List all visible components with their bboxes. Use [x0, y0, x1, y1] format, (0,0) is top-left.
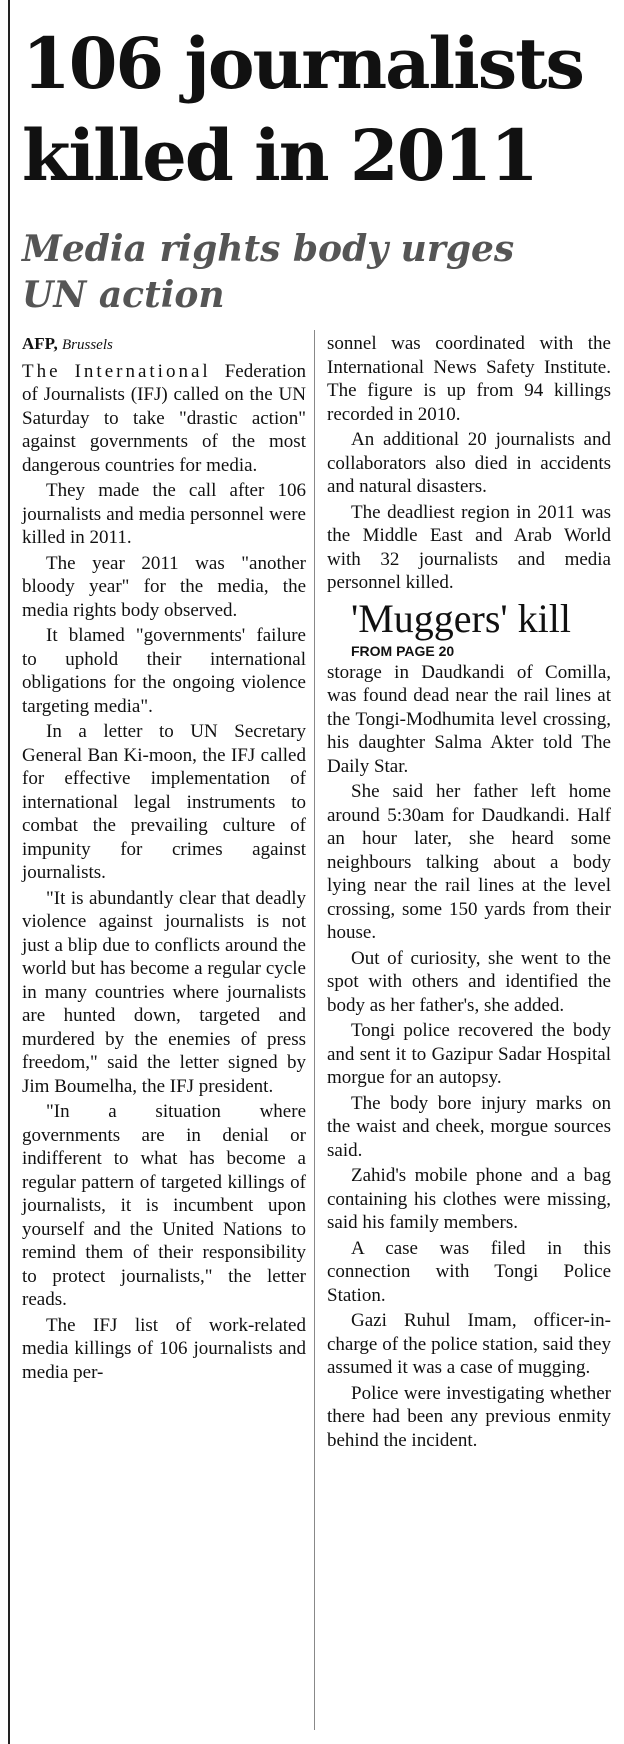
paragraph: "It is abundantly clear that deadly violence against journalists is not just a blip due to conflicts around the world but has become a regular cycle in many countries where journalists are hunted down, targeted and murdered by the enemies of press freedom," said the letter signed by Jim Boumelha, the IFJ president. [22, 887, 306, 1097]
paragraph: They made the call after 106 journalists and media personnel were killed in 2011. [22, 480, 306, 548]
paragraph: sonnel was coordinated with the International News Safety Institute. The figure is up from 94 killings recorded in 2010. [327, 333, 611, 425]
second-story-headline: 'Muggers' kill [351, 595, 571, 641]
from-page-label: FROM PAGE 20 [351, 642, 455, 659]
byline-city: Brussels [62, 337, 113, 353]
paragraph: Tongi police recovered the body and sent it to Gazipur Sadar Hospital morgue for an autopsy. [327, 1020, 611, 1088]
headline: 106 journalists killed in 2011 [22, 22, 583, 197]
paragraph: Zahid's mobile phone and a bag containing his clothes were missing, said his family members. [327, 1165, 611, 1233]
paragraph: The body bore injury marks on the waist and cheek, morgue sources said. [327, 1092, 611, 1161]
intro-rest: Federation of Journalists (IFJ) called on the UN Saturday to take "drastic action" against governments of the most dangerous countries for media. [22, 360, 306, 476]
intro-spaced: The International [22, 360, 211, 382]
paragraph: The IFJ list of work-related media killings of 106 journalists and media per- [22, 1314, 306, 1383]
paragraph: An additional 20 journalists and collaborators also died in accidents and natural disasters. [327, 429, 611, 497]
column-divider [314, 330, 315, 1730]
paragraph: "In a situation where governments are in denial or indifferent to what has become a regular pattern of targeted killings of journalists, it is incumbent upon yourself and the United Nations to remind them of their responsibility to protect journalists," the letter reads. [22, 1101, 306, 1310]
paragraph: The deadliest region in 2011 was the Middle East and Arab World with 32 journalists and media personnel killed. [327, 501, 611, 593]
left-border-rule [8, 0, 10, 1744]
paragraph: The year 2011 was "another bloody year" for the media, the media rights body observed. [22, 552, 306, 621]
paragraph: A case was filed in this connection with Tongi Police Station. [327, 1237, 611, 1306]
paragraph: Police were investigating whether there had been any previous enmity behind the incident. [327, 1382, 611, 1451]
byline [22, 332, 306, 358]
byline-agency: AFP, [22, 334, 58, 353]
left-column [22, 332, 306, 1386]
right-column [327, 332, 611, 1454]
paragraph: It blamed "governments' failure to uphold their international obligations for the ongoing violence targeting media". [22, 625, 306, 717]
intro-paragraph [22, 360, 306, 478]
paragraph: She said her father left home around 5:30am for Daudkandi. Half an hour later, she heard some neighbours talking about a body lying near the rail lines at the level crossing, some 150 yards from their house. [327, 781, 611, 943]
paragraph: Out of curiosity, she went to the spot with others and identified the body as her father's, she added. [327, 947, 611, 1016]
paragraph: storage in Daudkandi of Comilla, was found dead near the rail lines at the Tongi-Modhumita level crossing, his daughter Salma Akter told The Daily Star. [327, 661, 611, 777]
paragraph: In a letter to UN Secretary General Ban Ki-moon, the IFJ called for effective implementation of international legal instruments to combat the prevailing culture of impunity for crimes against journalists. [22, 721, 306, 883]
paragraph: Gazi Ruhul Imam, officer-in-charge of the police station, said they assumed it was a case of mugging. [327, 1310, 611, 1378]
subhead: Media rights body urges UN action [22, 228, 515, 316]
